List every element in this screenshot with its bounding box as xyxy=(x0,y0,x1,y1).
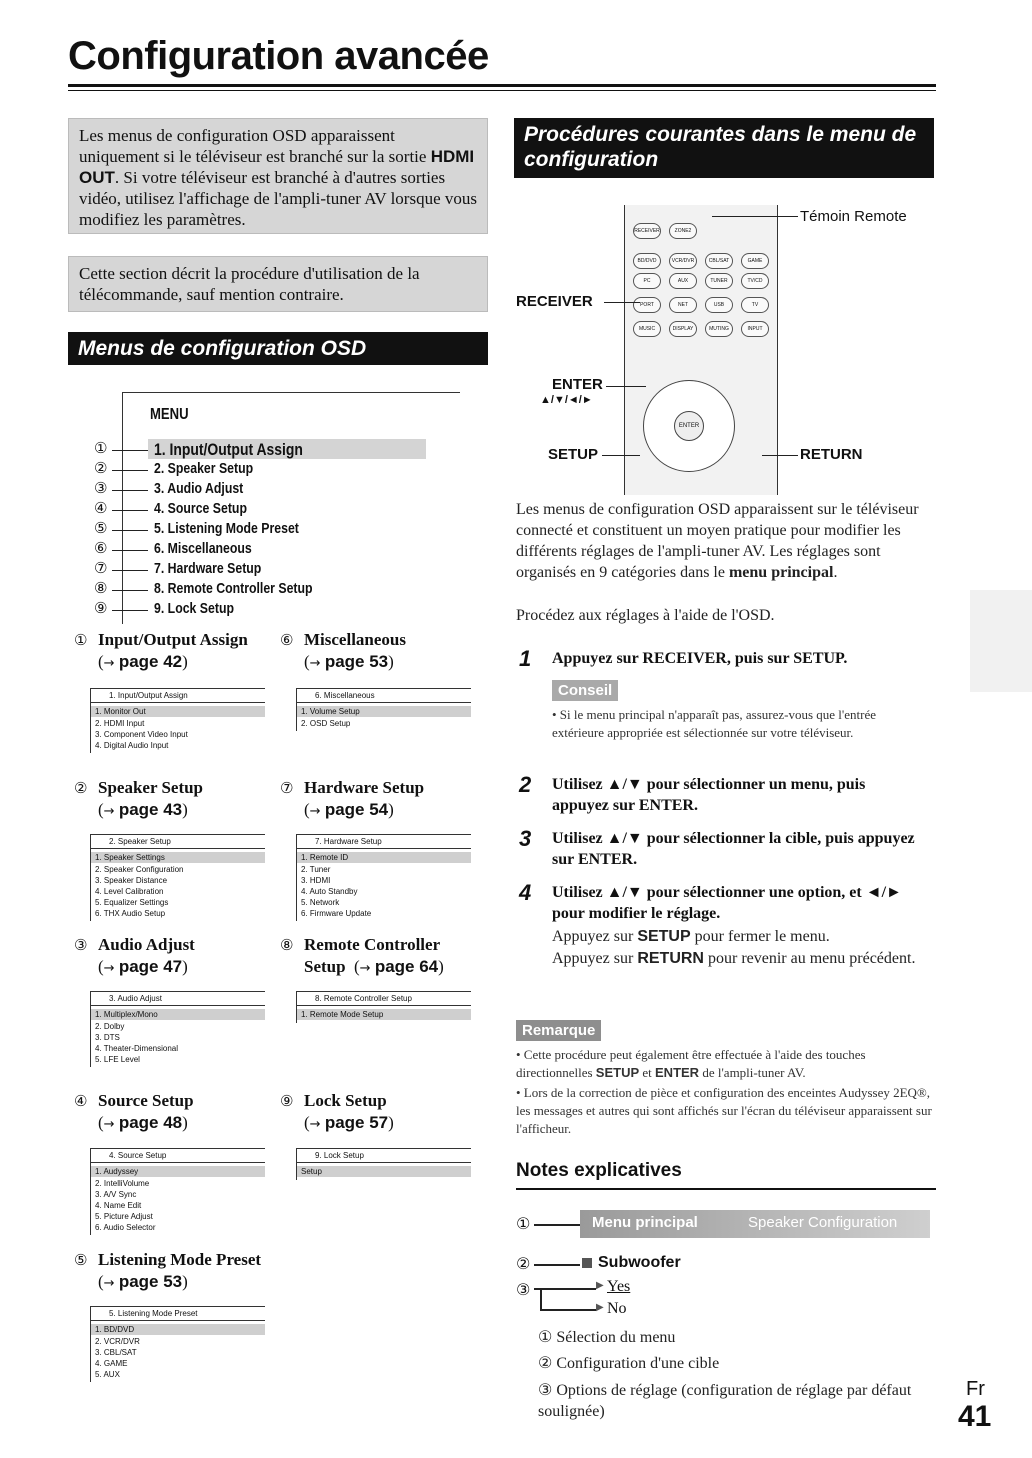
section-number: ① xyxy=(74,631,88,649)
option-yes: Yes xyxy=(607,1278,631,1295)
osd-screen-item: 5. AUX xyxy=(95,1370,120,1379)
osd-screen-item: 1. Multiplex/Mono xyxy=(91,1009,265,1020)
remote-button[interactable]: MUTING xyxy=(705,321,733,337)
osd-screen-title: 9. Lock Setup xyxy=(297,1149,471,1163)
step-4-sub-1-b: SETUP xyxy=(637,928,691,945)
notes-line-3-vert xyxy=(540,1288,542,1310)
lang-tag: Fr xyxy=(966,1378,985,1400)
section-page-ref[interactable]: (→ page 64) xyxy=(354,957,444,976)
section-number: ⑦ xyxy=(280,779,294,797)
step-4-sub-2-b: RETURN xyxy=(637,950,704,967)
remarque-1-e: de l'ampli-tuner AV. xyxy=(699,1065,806,1080)
procedures-intro xyxy=(516,499,936,583)
remote-illustration xyxy=(624,205,778,495)
osd-screen-thumbnail xyxy=(90,688,265,753)
section-title: Source Setup xyxy=(98,1091,194,1110)
osd-screen-item: 3. A/V Sync xyxy=(95,1190,137,1199)
remarque-1-c: et xyxy=(639,1065,656,1080)
remarque-tag: Remarque xyxy=(516,1020,601,1041)
menu-bar xyxy=(580,1210,930,1238)
menu-item-label[interactable]: 9. Lock Setup xyxy=(154,600,234,617)
temoin-leader xyxy=(712,216,798,217)
osd-screen-item: 6. Firmware Update xyxy=(301,909,372,918)
subwoofer-label: Subwoofer xyxy=(598,1254,681,1271)
side-tab xyxy=(970,590,1032,692)
intro-text-a: Les menus de configuration OSD apparaissent sur le téléviseur connecté et constituent un moyen pratique pour modifier les différents réglages de l'ampli-tuner AV. Les réglages sont organisés en 9 catégories dans le xyxy=(516,501,919,581)
notes-line-2 xyxy=(534,1264,580,1266)
menu-item-label[interactable]: 4. Source Setup xyxy=(154,500,247,517)
remote-button[interactable]: TV xyxy=(741,297,769,313)
remote-button[interactable]: RECEIVER xyxy=(633,223,661,239)
section-number: ⑨ xyxy=(280,1092,294,1110)
step-4-sub-2 xyxy=(552,948,922,969)
step-4-sub-2-c: pour revenir au menu précédent. xyxy=(703,950,916,967)
osd-screen-item: 4. Theater-Dimensional xyxy=(95,1044,179,1053)
osd-screen-item: 3. Component Video Input xyxy=(95,730,188,739)
osd-screen-item: 2. Dolby xyxy=(95,1022,125,1031)
osd-screen-item: 2. Speaker Configuration xyxy=(95,865,184,874)
osd-screen-item: 3. Speaker Distance xyxy=(95,876,168,885)
menu-item-label[interactable]: 2. Speaker Setup xyxy=(154,460,254,477)
step-4-sub-1-a: Appuyez sur xyxy=(552,928,638,945)
remote-note-text: Cette section décrit la procédure d'utilisation de la télécommande, sauf mention contraire. xyxy=(79,264,420,304)
hdmi-note-text-b: HDMI OUT xyxy=(79,147,475,187)
osd-screen-title: 4. Source Setup xyxy=(91,1149,265,1163)
remote-button[interactable]: BD/DVD xyxy=(633,253,661,269)
section-page-ref[interactable]: (→ page 48) xyxy=(98,1113,188,1132)
label-receiver: RECEIVER xyxy=(516,293,593,310)
section-number: ② xyxy=(74,779,88,797)
step-4-sub-2-a: Appuyez sur xyxy=(552,950,638,967)
menu-item-number: ⑦ xyxy=(94,559,108,577)
osd-screen-thumbnail xyxy=(296,834,471,921)
procedures-intro-2: Procédez aux réglages à l'aide de l'OSD. xyxy=(516,607,775,624)
page-title: Configuration avancée xyxy=(68,34,489,78)
osd-screen-thumbnail xyxy=(90,834,265,921)
conseil-text: • Si le menu principal n'apparaît pas, assurez-vous que l'entrée extérieure appropriée est sélectionnée sur votre téléviseur. xyxy=(552,707,877,740)
step-3-text: Utilisez ▲/▼ pour sélectionner la cible, puis appuyez sur ENTER. xyxy=(552,830,915,868)
page-ref-text: page 43 xyxy=(118,800,183,819)
section-title: Speaker Setup xyxy=(98,778,204,797)
osd-screen-item: 5. Network xyxy=(301,898,340,907)
section-title: Miscellaneous xyxy=(304,630,406,649)
menu-item-leader xyxy=(112,470,148,471)
notes-heading: Notes explicatives xyxy=(516,1160,682,1181)
osd-screen-item: 2. OSD Setup xyxy=(301,719,351,728)
receiver-leader xyxy=(604,302,640,303)
osd-screen-thumbnail xyxy=(296,688,471,731)
section-page-ref[interactable]: (→ page 53) xyxy=(98,1272,188,1291)
menu-item-leader xyxy=(112,570,148,571)
menu-item-leader xyxy=(112,490,148,491)
menu-item-label[interactable]: 1. Input/Output Assign xyxy=(154,440,303,459)
menu-item-label[interactable]: 5. Listening Mode Preset xyxy=(154,520,299,537)
speaker-config-label: Speaker Configuration xyxy=(748,1214,898,1231)
section-page-ref[interactable]: (→ page 47) xyxy=(98,957,188,976)
osd-screen-thumbnail xyxy=(90,1306,265,1382)
remote-button[interactable]: NET xyxy=(669,297,697,313)
enter-button[interactable]: ENTER xyxy=(674,411,704,441)
step-3-number: 3 xyxy=(519,826,532,851)
remote-button[interactable]: VCR/DVR xyxy=(669,253,697,269)
menu-item-label[interactable]: 7. Hardware Setup xyxy=(154,560,262,577)
osd-screen-item: 2. HDMI Input xyxy=(95,719,145,728)
no-pointer: ▶ xyxy=(596,1302,604,1313)
section-title: Lock Setup xyxy=(304,1091,387,1110)
osd-screen-thumbnail xyxy=(296,1148,471,1180)
menu-item-number: ④ xyxy=(94,499,108,517)
osd-screen-title: 8. Remote Controller Setup xyxy=(297,992,471,1006)
remote-button[interactable]: PC xyxy=(633,273,661,289)
osd-screen-item: 4. Digital Audio Input xyxy=(95,741,169,750)
step-1-number: 1 xyxy=(519,646,532,671)
title-rule xyxy=(68,84,936,87)
osd-screen-item: 6. THX Audio Setup xyxy=(95,909,166,918)
osd-screen-thumbnail xyxy=(90,1148,265,1235)
page-ref-text: page 47 xyxy=(118,957,183,976)
notes-marker-2: ② xyxy=(516,1254,531,1273)
remote-button[interactable]: AUX xyxy=(669,273,697,289)
osd-screen-item: 1. BD/DVD xyxy=(91,1324,265,1335)
menu-principal-label: Menu principal xyxy=(592,1214,698,1231)
menu-item-label[interactable]: 6. Miscellaneous xyxy=(154,540,252,557)
section-number: ⑥ xyxy=(280,631,294,649)
remarque-2: • Lors de la correction de pièce et configuration des enceintes Audyssey 2EQ®, les messages et autres qui sont affichés sur l'écran du téléviseur apparaissent sur l'afficheur. xyxy=(516,1085,932,1136)
label-enter: ENTER xyxy=(552,376,603,393)
osd-screen-item: 4. Name Edit xyxy=(95,1201,142,1210)
osd-screen-item: 3. HDMI xyxy=(301,876,331,885)
section-number: ⑤ xyxy=(74,1251,88,1269)
osd-screen-title: 3. Audio Adjust xyxy=(91,992,265,1006)
osd-screen-item: 5. LFE Level xyxy=(95,1055,140,1064)
section-number: ⑧ xyxy=(280,936,294,954)
notes-line-1 xyxy=(534,1224,580,1226)
label-temoin: Témoin Remote xyxy=(800,208,907,225)
section-number: ③ xyxy=(74,936,88,954)
remote-button[interactable]: GAME xyxy=(741,253,769,269)
osd-screen-title: 6. Miscellaneous xyxy=(297,689,471,703)
section-page-ref[interactable]: (→ page 57) xyxy=(304,1113,394,1132)
menu-item-leader xyxy=(112,530,148,531)
legend-3: ③ Options de réglage (configuration de réglage par défaut soulignée) xyxy=(538,1382,912,1420)
section-page-ref[interactable]: (→ page 42) xyxy=(98,652,188,671)
osd-screen-item: 1. Remote ID xyxy=(297,852,471,863)
osd-screen-title: 7. Hardware Setup xyxy=(297,835,471,849)
notes-rule xyxy=(516,1188,936,1190)
menu-item-number: ⑧ xyxy=(94,579,108,597)
osd-screen-item: 2. VCR/DVR xyxy=(95,1337,140,1346)
notes-line-3 xyxy=(534,1288,596,1290)
step-4-sub-1 xyxy=(552,926,922,947)
osd-screen-item: 1. Volume Setup xyxy=(297,706,471,717)
osd-screen-item: 1. Monitor Out xyxy=(91,706,265,717)
osd-screen-title: 1. Input/Output Assign xyxy=(91,689,265,703)
enter-leader xyxy=(606,386,646,387)
osd-heading: Menus de configuration OSD xyxy=(68,332,488,365)
osd-screen-item: 1. Remote Mode Setup xyxy=(297,1009,471,1020)
notes-marker-3: ③ xyxy=(516,1280,531,1299)
remote-button[interactable]: ZONE2 xyxy=(669,223,697,239)
remarque-1-b: SETUP xyxy=(595,1065,640,1080)
section-title-line2: Setup xyxy=(304,957,346,976)
osd-screen-item: 1. Speaker Settings xyxy=(91,852,265,863)
section-title: Input/Output Assign xyxy=(98,630,248,649)
page-ref-text: page 42 xyxy=(118,652,183,671)
remote-button[interactable]: PORT xyxy=(633,297,661,313)
return-leader xyxy=(762,455,798,456)
intro-text-bold: menu principal xyxy=(728,564,834,581)
hdmi-note-text-a: Les menus de configuration OSD apparaissent uniquement si le téléviseur est branché sur la sortie xyxy=(79,126,427,166)
osd-screen-item: 3. DTS xyxy=(95,1033,120,1042)
step-2-text: Utilisez ▲/▼ pour sélectionner un menu, puis appuyez sur ENTER. xyxy=(552,776,866,814)
menu-title: MENU xyxy=(150,406,189,423)
legend-1: ① Sélection du menu xyxy=(538,1329,676,1346)
osd-screen-item: 5. Picture Adjust xyxy=(95,1212,153,1221)
section-title: Audio Adjust xyxy=(98,935,195,954)
osd-screen-title: 2. Speaker Setup xyxy=(91,835,265,849)
page-ref-text: page 53 xyxy=(324,652,389,671)
section-title: Remote Controller xyxy=(304,935,441,954)
osd-screen-item: 6. Audio Selector xyxy=(95,1223,156,1232)
remote-button[interactable]: INPUT xyxy=(741,321,769,337)
menu-item-leader xyxy=(112,590,148,591)
page-ref-text: page 54 xyxy=(324,800,389,819)
conseil-tag: Conseil xyxy=(552,680,618,701)
menu-item-leader xyxy=(112,510,148,511)
menu-item-leader xyxy=(112,610,148,611)
section-number: ④ xyxy=(74,1092,88,1110)
osd-screen-thumbnail xyxy=(296,991,471,1023)
remote-note xyxy=(68,256,488,312)
menu-top-rule xyxy=(122,392,460,393)
menu-item-number: ⑥ xyxy=(94,539,108,557)
remarque-1 xyxy=(516,1046,934,1082)
osd-screen-title: 5. Listening Mode Preset xyxy=(91,1307,265,1321)
osd-screen-item: 4. GAME xyxy=(95,1359,128,1368)
remote-button[interactable]: USB xyxy=(705,297,733,313)
page-ref-text: page 64 xyxy=(374,957,439,976)
page-ref-text: page 48 xyxy=(118,1113,183,1132)
notes-marker-1: ① xyxy=(516,1214,531,1233)
page-ref-text: page 57 xyxy=(324,1113,389,1132)
menu-item-number: ⑤ xyxy=(94,519,108,537)
page-ref-text: page 53 xyxy=(118,1272,183,1291)
option-no: No xyxy=(607,1300,627,1317)
remote-button[interactable]: CBL/SAT xyxy=(705,253,733,269)
osd-screen-item: 4. Auto Standby xyxy=(301,887,358,896)
menu-item-leader xyxy=(112,450,148,451)
osd-screen-thumbnail xyxy=(90,991,265,1067)
step-2-number: 2 xyxy=(519,772,532,797)
osd-screen-item: Setup xyxy=(297,1166,471,1177)
section-page-ref[interactable]: (→ page 53) xyxy=(304,652,394,671)
page-number: 41 xyxy=(958,1400,992,1433)
label-arrows: ▲/▼/◄/► xyxy=(540,394,593,406)
hdmi-note-text-c: . Si votre téléviseur est branché à d'autres sorties vidéo, utilisez l'affichage de l'ampli-tuner AV lorsque vous modifiez les paramètres. xyxy=(79,168,477,229)
procedures-heading: Procédures courantes dans le menu de configuration xyxy=(514,118,934,178)
osd-screen-item: 5. Equalizer Settings xyxy=(95,898,169,907)
osd-screen-item: 2. IntelliVolume xyxy=(95,1179,150,1188)
osd-screen-item: 4. Level Calibration xyxy=(95,887,164,896)
osd-screen-item: 3. CBL/SAT xyxy=(95,1348,137,1357)
remote-button[interactable]: TUNER xyxy=(705,273,733,289)
menu-item-number: ③ xyxy=(94,479,108,497)
remarque-1-d: ENTER xyxy=(655,1065,700,1080)
step-4-sub-1-c: pour fermer le menu. xyxy=(690,928,830,945)
title-rule-thin xyxy=(68,90,936,91)
menu-item-label[interactable]: 3. Audio Adjust xyxy=(154,480,244,497)
step-4-text: Utilisez ▲/▼ pour sélectionner une option, et ◄/► pour modifier le réglage. xyxy=(552,884,902,922)
label-return: RETURN xyxy=(800,446,863,463)
label-setup: SETUP xyxy=(548,446,599,463)
menu-item-number: ⑨ xyxy=(94,599,108,617)
hdmi-note xyxy=(68,118,488,234)
yes-pointer: ▶ xyxy=(596,1280,604,1291)
subwoofer-bullet xyxy=(582,1258,592,1268)
osd-screen-item: 2. Tuner xyxy=(301,865,331,874)
osd-screen-item: 1. Audyssey xyxy=(91,1166,265,1177)
intro-text-c: . xyxy=(833,564,838,581)
step-1-text: Appuyez sur RECEIVER, puis sur SETUP. xyxy=(552,650,848,667)
remote-button[interactable]: TV/CD xyxy=(741,273,769,289)
section-page-ref[interactable]: (→ page 43) xyxy=(98,800,188,819)
remote-button[interactable]: MUSIC xyxy=(633,321,661,337)
section-title: Listening Mode Preset xyxy=(98,1250,262,1269)
remarque-1-a: • Cette procédure peut également être effectuée à l'aide des touches directionnelles xyxy=(516,1047,866,1080)
menu-item-leader xyxy=(112,550,148,551)
remote-button[interactable]: DISPLAY xyxy=(669,321,697,337)
section-page-ref[interactable]: (→ page 54) xyxy=(304,800,394,819)
setup-leader xyxy=(602,455,640,456)
menu-item-number: ② xyxy=(94,459,108,477)
section-title: Hardware Setup xyxy=(304,778,425,797)
menu-item-label[interactable]: 8. Remote Controller Setup xyxy=(154,580,313,597)
notes-line-3-b xyxy=(540,1309,596,1311)
menu-item-number: ① xyxy=(94,439,108,457)
step-4-number: 4 xyxy=(519,880,532,905)
legend-2: ② Configuration d'une cible xyxy=(538,1355,720,1372)
